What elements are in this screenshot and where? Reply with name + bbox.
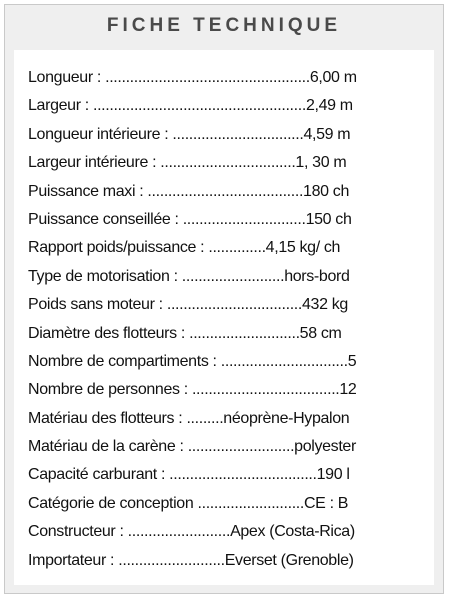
spec-row-nombre-personnes: Nombre de personnes : ....................................12 (28, 381, 357, 399)
sheet-title: FICHE TECHNIQUE (106, 15, 342, 36)
spec-row-longueur-interieure: Longueur intérieure : ................................4,59 m (28, 125, 351, 143)
spec-row-rapport-poids-puissance: Rapport poids/puissance : ..............4,15 kg/ ch (28, 239, 341, 257)
spec-list (14, 50, 434, 585)
spec-row-puissance-conseillee: Puissance conseillée : ..............................150 ch (28, 210, 352, 228)
spec-row-largeur-interieure: Largeur intérieure : .................................1, 30 m (28, 154, 347, 172)
spec-sheet-card (4, 4, 444, 594)
spec-row-longueur: Longueur : ..................................................6,00 m (28, 69, 357, 86)
spec-row-materiau-carene: Matériau de la carène : ..........................polyester (28, 438, 356, 456)
spec-row-largeur: Largeur : ....................................................2,49 m (28, 97, 353, 115)
spec-row-diametre-flotteurs: Diamètre des flotteurs : ...........................58 cm (28, 324, 342, 342)
spec-row-capacite-carburant: Capacité carburant : ....................................190 l (28, 466, 350, 484)
spec-row-constructeur: Constructeur : .........................Apex (Costa-Rica) (28, 523, 355, 541)
spec-row-materiau-flotteurs: Matériau des flotteurs : .........néoprène-Hypalon (28, 409, 350, 427)
spec-row-nombre-compartiments: Nombre de compartiments : ...............................5 (28, 352, 357, 370)
spec-row-type-motorisation: Type de motorisation : .........................hors-bord (28, 267, 350, 285)
spec-row-importateur: Importateur : ..........................Everset (Grenoble) (28, 551, 354, 569)
spec-row-puissance-maxi: Puissance maxi : ......................................180 ch (28, 182, 349, 200)
spec-row-poids-sans-moteur: Poids sans moteur : .................................432 kg (28, 296, 348, 314)
spec-row-categorie-conception: Catégorie de conception ..........................CE : B (28, 494, 349, 512)
